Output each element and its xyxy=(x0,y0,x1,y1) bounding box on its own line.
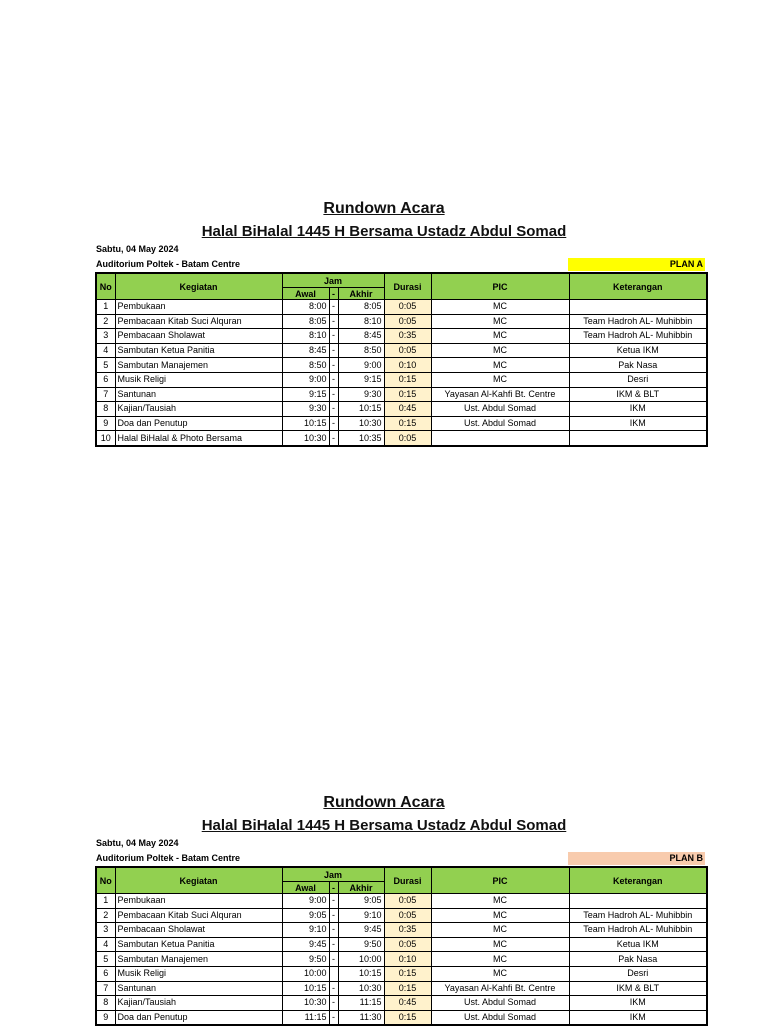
header-pic: PIC xyxy=(431,273,569,300)
duration-cell: 0:05 xyxy=(384,894,431,909)
duration-cell: 0:05 xyxy=(384,300,431,315)
row-number: 2 xyxy=(96,314,115,329)
duration-cell: 0:05 xyxy=(384,937,431,952)
pic-cell: Yayasan Al-Kahfi Bt. Centre xyxy=(431,981,569,996)
end-time-cell: 10:30 xyxy=(338,981,384,996)
activity-cell: Sambutan Ketua Panitia xyxy=(115,343,282,358)
start-time-cell: 9:50 xyxy=(282,952,329,967)
notes-cell: IKM xyxy=(569,1010,707,1025)
activity-cell: Pembacaan Kitab Suci Alquran xyxy=(115,314,282,329)
pic-cell: MC xyxy=(431,358,569,373)
header-akhir: Akhir xyxy=(338,288,384,300)
end-time-cell: 9:05 xyxy=(338,894,384,909)
duration-cell: 0:45 xyxy=(384,402,431,417)
start-time-cell: 11:15 xyxy=(282,1010,329,1025)
end-time-cell: 8:50 xyxy=(338,343,384,358)
activity-cell: Doa dan Penutup xyxy=(115,416,282,431)
end-time-cell: 10:15 xyxy=(338,402,384,417)
start-time-cell: 8:45 xyxy=(282,343,329,358)
notes-cell xyxy=(569,894,707,909)
table-row xyxy=(96,923,707,938)
end-time-cell: 11:30 xyxy=(338,1010,384,1025)
page-title: Rundown Acara xyxy=(323,794,445,811)
row-number: 4 xyxy=(96,343,115,358)
row-number: 3 xyxy=(96,329,115,344)
notes-cell xyxy=(569,300,707,315)
activity-cell: Pembukaan xyxy=(115,300,282,315)
start-time-cell: 9:05 xyxy=(282,908,329,923)
table-row xyxy=(96,372,707,387)
notes-cell: IKM & BLT xyxy=(569,981,707,996)
end-time-cell: 10:35 xyxy=(338,431,384,446)
time-separator xyxy=(329,966,338,981)
end-time-cell: 11:15 xyxy=(338,996,384,1011)
notes-cell: Desri xyxy=(569,372,707,387)
duration-cell: 0:15 xyxy=(384,981,431,996)
notes-cell: Team Hadroh AL- Muhibbin xyxy=(569,923,707,938)
end-time-cell: 9:45 xyxy=(338,923,384,938)
activity-cell: Pembacaan Kitab Suci Alquran xyxy=(115,908,282,923)
header-durasi: Durasi xyxy=(384,867,431,894)
table-row xyxy=(96,908,707,923)
activity-cell: Pembukaan xyxy=(115,894,282,909)
activity-cell: Sambutan Manajemen xyxy=(115,358,282,373)
start-time-cell: 8:00 xyxy=(282,300,329,315)
duration-cell: 0:35 xyxy=(384,923,431,938)
time-separator: - xyxy=(329,952,338,967)
table-row xyxy=(96,1010,707,1025)
end-time-cell: 8:10 xyxy=(338,314,384,329)
start-time-cell: 9:10 xyxy=(282,923,329,938)
event-date: Sabtu, 04 May 2024 xyxy=(96,838,179,848)
start-time-cell: 9:15 xyxy=(282,387,329,402)
pic-cell: MC xyxy=(431,894,569,909)
time-separator: - xyxy=(329,343,338,358)
table-row xyxy=(96,894,707,909)
header-pic: PIC xyxy=(431,867,569,894)
activity-cell: Santunan xyxy=(115,387,282,402)
end-time-cell: 9:50 xyxy=(338,937,384,952)
notes-cell: Team Hadroh AL- Muhibbin xyxy=(569,908,707,923)
plan-label: PLAN A xyxy=(568,258,705,271)
activity-cell: Doa dan Penutup xyxy=(115,1010,282,1025)
duration-cell: 0:05 xyxy=(384,314,431,329)
event-location: Auditorium Poltek - Batam Centre xyxy=(96,853,241,863)
start-time-cell: 10:15 xyxy=(282,416,329,431)
activity-cell: Kajian/Tausiah xyxy=(115,402,282,417)
notes-cell: Ketua IKM xyxy=(569,343,707,358)
time-separator: - xyxy=(329,981,338,996)
header-dash: - xyxy=(329,288,338,300)
time-separator: - xyxy=(329,358,338,373)
pic-cell: MC xyxy=(431,908,569,923)
duration-cell: 0:05 xyxy=(384,431,431,446)
header-durasi: Durasi xyxy=(384,273,431,300)
notes-cell: Team Hadroh AL- Muhibbin xyxy=(569,314,707,329)
time-separator: - xyxy=(329,908,338,923)
row-number: 7 xyxy=(96,387,115,402)
plan-label: PLAN B xyxy=(568,852,705,865)
table-row xyxy=(96,387,707,402)
header-awal: Awal xyxy=(282,288,329,300)
end-time-cell: 8:05 xyxy=(338,300,384,315)
time-separator: - xyxy=(329,431,338,446)
event-subtitle: Halal BiHalal 1445 H Bersama Ustadz Abdul Somad xyxy=(201,817,567,834)
duration-cell: 0:15 xyxy=(384,966,431,981)
event-location: Auditorium Poltek - Batam Centre xyxy=(96,259,241,269)
pic-cell: MC xyxy=(431,937,569,952)
time-separator: - xyxy=(329,387,338,402)
start-time-cell: 9:45 xyxy=(282,937,329,952)
time-separator: - xyxy=(329,937,338,952)
row-number: 2 xyxy=(96,908,115,923)
table-row xyxy=(96,952,707,967)
pic-cell: MC xyxy=(431,966,569,981)
activity-cell: Pembacaan Sholawat xyxy=(115,923,282,938)
duration-cell: 0:15 xyxy=(384,387,431,402)
header-jam: Jam xyxy=(282,867,384,882)
notes-cell: Team Hadroh AL- Muhibbin xyxy=(569,329,707,344)
pic-cell: Ust. Abdul Somad xyxy=(431,996,569,1011)
pic-cell: MC xyxy=(431,314,569,329)
table-row xyxy=(96,966,707,981)
row-number: 9 xyxy=(96,1010,115,1025)
row-number: 3 xyxy=(96,923,115,938)
header-akhir: Akhir xyxy=(338,882,384,894)
duration-cell: 0:05 xyxy=(384,908,431,923)
end-time-cell: 9:30 xyxy=(338,387,384,402)
row-number: 5 xyxy=(96,952,115,967)
row-number: 1 xyxy=(96,300,115,315)
duration-cell: 0:05 xyxy=(384,343,431,358)
notes-cell: IKM xyxy=(569,402,707,417)
header-no: No xyxy=(96,273,115,300)
end-time-cell: 9:15 xyxy=(338,372,384,387)
end-time-cell: 9:00 xyxy=(338,358,384,373)
time-separator: - xyxy=(329,402,338,417)
header-jam: Jam xyxy=(282,273,384,288)
activity-cell: Santunan xyxy=(115,981,282,996)
start-time-cell: 10:30 xyxy=(282,431,329,446)
notes-cell: IKM & BLT xyxy=(569,387,707,402)
row-number: 8 xyxy=(96,402,115,417)
event-date: Sabtu, 04 May 2024 xyxy=(96,244,179,254)
row-number: 4 xyxy=(96,937,115,952)
duration-cell: 0:15 xyxy=(384,1010,431,1025)
activity-cell: Sambutan Ketua Panitia xyxy=(115,937,282,952)
start-time-cell: 9:00 xyxy=(282,372,329,387)
end-time-cell: 8:45 xyxy=(338,329,384,344)
table-row xyxy=(96,996,707,1011)
end-time-cell: 10:00 xyxy=(338,952,384,967)
header-dash: - xyxy=(329,882,338,894)
table-row xyxy=(96,343,707,358)
rundown-table xyxy=(95,866,708,1026)
start-time-cell: 10:30 xyxy=(282,996,329,1011)
start-time-cell: 10:15 xyxy=(282,981,329,996)
table-row xyxy=(96,431,707,446)
start-time-cell: 8:10 xyxy=(282,329,329,344)
table-row xyxy=(96,981,707,996)
pic-cell: Ust. Abdul Somad xyxy=(431,402,569,417)
pic-cell: MC xyxy=(431,329,569,344)
page-title: Rundown Acara xyxy=(323,200,445,217)
table-row xyxy=(96,402,707,417)
notes-cell: Desri xyxy=(569,966,707,981)
pic-cell: MC xyxy=(431,923,569,938)
table-row xyxy=(96,937,707,952)
notes-cell: Ketua IKM xyxy=(569,937,707,952)
duration-cell: 0:10 xyxy=(384,358,431,373)
duration-cell: 0:15 xyxy=(384,416,431,431)
table-row xyxy=(96,358,707,373)
time-separator: - xyxy=(329,329,338,344)
time-separator: - xyxy=(329,300,338,315)
header-keterangan: Keterangan xyxy=(569,867,707,894)
start-time-cell: 10:00 xyxy=(282,966,329,981)
pic-cell: Yayasan Al-Kahfi Bt. Centre xyxy=(431,387,569,402)
pic-cell: Ust. Abdul Somad xyxy=(431,1010,569,1025)
start-time-cell: 9:00 xyxy=(282,894,329,909)
pic-cell: MC xyxy=(431,343,569,358)
end-time-cell: 9:10 xyxy=(338,908,384,923)
row-number: 9 xyxy=(96,416,115,431)
activity-cell: Musik Religi xyxy=(115,372,282,387)
rundown-table xyxy=(95,272,708,447)
time-separator: - xyxy=(329,314,338,329)
duration-cell: 0:10 xyxy=(384,952,431,967)
time-separator: - xyxy=(329,923,338,938)
header-keterangan: Keterangan xyxy=(569,273,707,300)
header-awal: Awal xyxy=(282,882,329,894)
time-separator: - xyxy=(329,894,338,909)
event-subtitle: Halal BiHalal 1445 H Bersama Ustadz Abdul Somad xyxy=(201,223,567,240)
notes-cell: IKM xyxy=(569,996,707,1011)
row-number: 7 xyxy=(96,981,115,996)
notes-cell: IKM xyxy=(569,416,707,431)
activity-cell: Halal BiHalal & Photo Bersama xyxy=(115,431,282,446)
row-number: 5 xyxy=(96,358,115,373)
table-row xyxy=(96,416,707,431)
table-row xyxy=(96,300,707,315)
row-number: 6 xyxy=(96,966,115,981)
activity-cell: Kajian/Tausiah xyxy=(115,996,282,1011)
time-separator: - xyxy=(329,372,338,387)
row-number: 10 xyxy=(96,431,115,446)
start-time-cell: 9:30 xyxy=(282,402,329,417)
pic-cell: MC xyxy=(431,372,569,387)
notes-cell xyxy=(569,431,707,446)
start-time-cell: 8:50 xyxy=(282,358,329,373)
header-kegiatan: Kegiatan xyxy=(115,867,282,894)
duration-cell: 0:45 xyxy=(384,996,431,1011)
notes-cell: Pak Nasa xyxy=(569,358,707,373)
time-separator: - xyxy=(329,1010,338,1025)
header-kegiatan: Kegiatan xyxy=(115,273,282,300)
pic-cell: MC xyxy=(431,300,569,315)
row-number: 1 xyxy=(96,894,115,909)
time-separator: - xyxy=(329,416,338,431)
pic-cell: Ust. Abdul Somad xyxy=(431,416,569,431)
notes-cell: Pak Nasa xyxy=(569,952,707,967)
time-separator: - xyxy=(329,996,338,1011)
pic-cell xyxy=(431,431,569,446)
duration-cell: 0:15 xyxy=(384,372,431,387)
table-row xyxy=(96,329,707,344)
end-time-cell: 10:15 xyxy=(338,966,384,981)
header-no: No xyxy=(96,867,115,894)
activity-cell: Sambutan Manajemen xyxy=(115,952,282,967)
start-time-cell: 8:05 xyxy=(282,314,329,329)
duration-cell: 0:35 xyxy=(384,329,431,344)
activity-cell: Musik Religi xyxy=(115,966,282,981)
pic-cell: MC xyxy=(431,952,569,967)
activity-cell: Pembacaan Sholawat xyxy=(115,329,282,344)
end-time-cell: 10:30 xyxy=(338,416,384,431)
row-number: 8 xyxy=(96,996,115,1011)
table-row xyxy=(96,314,707,329)
row-number: 6 xyxy=(96,372,115,387)
